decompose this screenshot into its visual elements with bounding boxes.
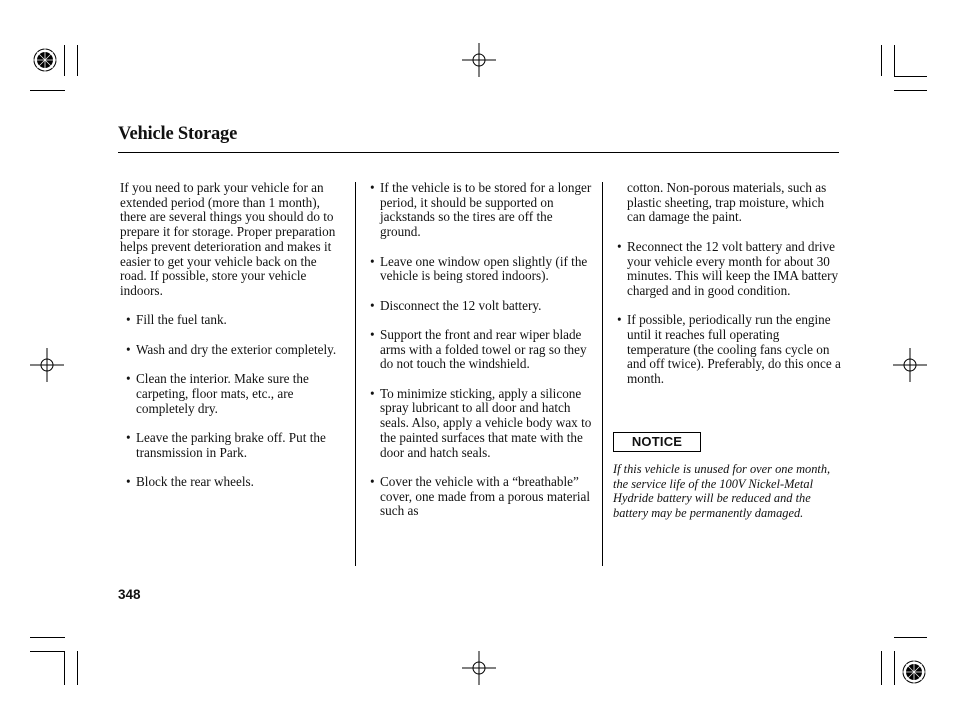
page-number: 348 xyxy=(118,587,141,602)
list-item: • If possible, periodically run the engine until it reaches full operating temperature (the cooling fans cycle on and off twice). Preferably, do this once a month. xyxy=(617,312,841,387)
list-item: • Cover the vehicle with a “breathable” cover, one made from a porous material such as xyxy=(370,473,591,519)
list-item: • To minimize sticking, apply a silicone spray lubricant to all door and hatch seals. Also, apply a vehicle body wax to the painted surfaces that mate with the door and hatch seals. xyxy=(370,385,592,460)
crosshair-icon xyxy=(893,348,927,382)
title-divider xyxy=(118,152,839,153)
list-item: • Fill the fuel tank. xyxy=(126,312,227,328)
crosshair-icon xyxy=(462,43,496,77)
list-item: • Block the rear wheels. xyxy=(126,473,254,489)
column-divider xyxy=(602,182,603,566)
column-3 xyxy=(617,181,845,387)
notice-text: If this vehicle is unused for over one month, the service life of the 100V Nickel-Metal Hydride battery will be reduced and the battery may be permanently damaged. xyxy=(613,462,831,521)
notice-label: NOTICE xyxy=(613,432,701,452)
list-item: • Leave the parking brake off. Put the transmission in Park. xyxy=(126,429,326,460)
page-title: Vehicle Storage xyxy=(118,124,238,144)
column-2 xyxy=(370,181,594,519)
list-item: • If the vehicle is to be stored for a longer period, it should be supported on jackstands so the tires are off the ground. xyxy=(370,180,592,240)
list-item: • Support the front and rear wiper blade arms with a folded towel or rag so they do not touch the windshield. xyxy=(370,326,587,372)
registration-mark-icon xyxy=(30,45,60,75)
list-item: • Disconnect the 12 volt battery. xyxy=(370,297,542,313)
list-item: • Reconnect the 12 volt battery and drive your vehicle every month for about 30 minutes. This will keep the IMA battery charged and in good condition. xyxy=(617,238,839,298)
column-divider xyxy=(355,182,356,566)
intro-paragraph: If you need to park your vehicle for an extended period (more than 1 month), there are several things you should do to prepare it for storage. Proper preparation helps prevent deterioration and makes it easier to get your vehicle back on the road. If possible, store your vehicle indoors. xyxy=(120,180,336,298)
registration-mark-icon xyxy=(899,657,929,687)
continued-text: cotton. Non-porous materials, such as plastic sheeting, trap moisture, which can damage the paint. xyxy=(627,180,827,225)
list-item: • Leave one window open slightly (if the vehicle is being stored indoors). xyxy=(370,253,588,284)
column-1 xyxy=(120,181,346,490)
list-item: • Clean the interior. Make sure the carpeting, floor mats, etc., are completely dry. xyxy=(126,371,309,416)
crosshair-icon xyxy=(462,651,496,685)
crosshair-icon xyxy=(30,348,64,382)
list-item: • Wash and dry the exterior completely. xyxy=(126,341,337,357)
